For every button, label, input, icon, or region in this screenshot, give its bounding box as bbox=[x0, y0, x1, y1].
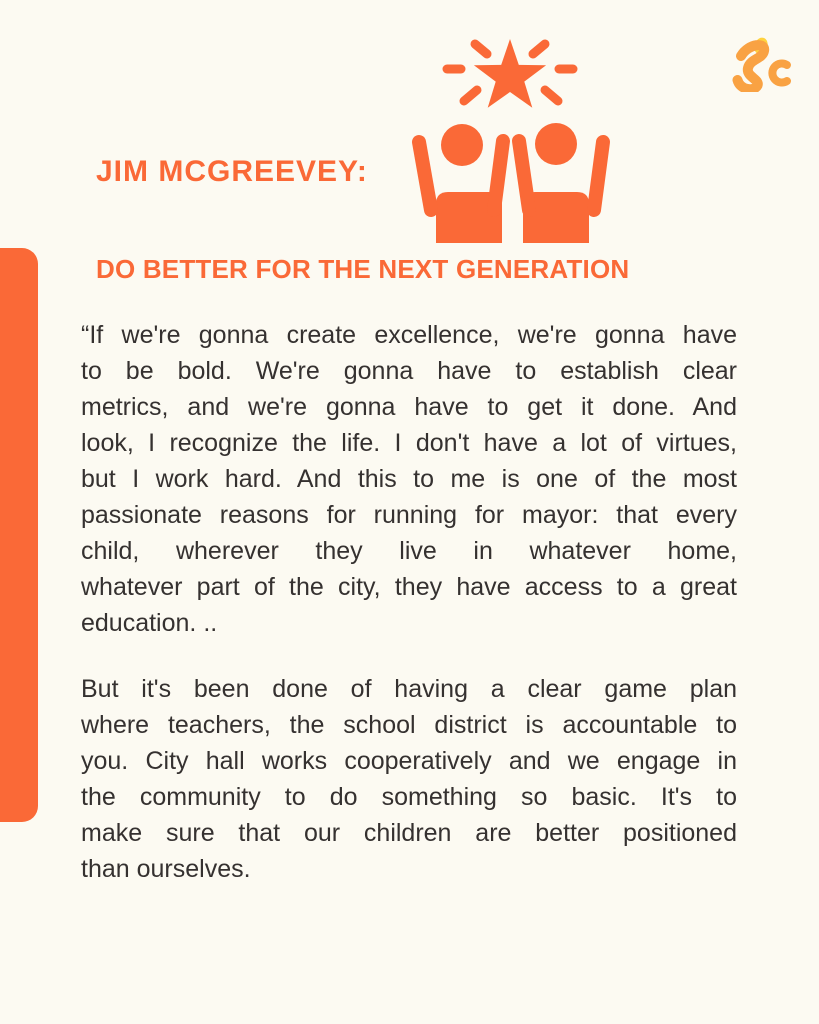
quote-paragraph-1 bbox=[81, 317, 737, 641]
quote-line: whatever part of the city, they have access to a great bbox=[81, 573, 737, 601]
left-person-head bbox=[441, 124, 483, 166]
quote-line: but I work hard. And this to me is one of the most bbox=[81, 465, 737, 493]
left-person-inner-arm bbox=[494, 141, 503, 210]
quote-line: than ourselves. bbox=[81, 855, 251, 883]
sparkle-dash bbox=[533, 44, 545, 54]
sparkle-dash bbox=[464, 90, 477, 101]
page-title: JIM MCGREEVEY: bbox=[96, 155, 368, 188]
quote-line: passionate reasons for running for mayor: that every bbox=[81, 501, 737, 529]
quote-line: “If we're gonna create excellence, we're gonna have bbox=[81, 321, 737, 349]
sparkle-dash bbox=[545, 90, 558, 101]
right-person-outer-arm bbox=[594, 142, 603, 210]
right-person-head bbox=[535, 123, 577, 165]
sparkle-dash bbox=[475, 44, 487, 54]
accent-bar bbox=[0, 248, 38, 822]
quote-line: where teachers, the school district is accountable to bbox=[81, 711, 737, 739]
quote-line: education. .. bbox=[81, 609, 218, 637]
quote-line: look, I recognize the life. I don't have a lot of virtues, bbox=[81, 429, 737, 457]
quote-paragraph-2 bbox=[81, 671, 737, 887]
left-person-outer-arm bbox=[419, 142, 431, 210]
quote-body bbox=[81, 317, 737, 887]
page-subtitle: DO BETTER FOR THE NEXT GENERATION bbox=[96, 254, 630, 284]
quote-line: But it's been done of having a clear game plan bbox=[81, 675, 737, 703]
quote-line: make sure that our children are better positioned bbox=[81, 819, 737, 847]
quote-line: metrics, and we're gonna have to get it done. And bbox=[81, 393, 737, 421]
quote-line: to be bold. We're gonna have to establish clear bbox=[81, 357, 737, 385]
people-celebrating-under-star-icon bbox=[410, 36, 612, 245]
quote-line: the community to do something so basic. It's to bbox=[81, 783, 737, 811]
quote-line: you. City hall works cooperatively and we engage in bbox=[81, 747, 737, 775]
right-person-inner-arm bbox=[519, 141, 529, 210]
quote-line: child, wherever they live in whatever home, bbox=[81, 537, 737, 565]
sc-swoosh-logo-icon bbox=[727, 34, 793, 92]
